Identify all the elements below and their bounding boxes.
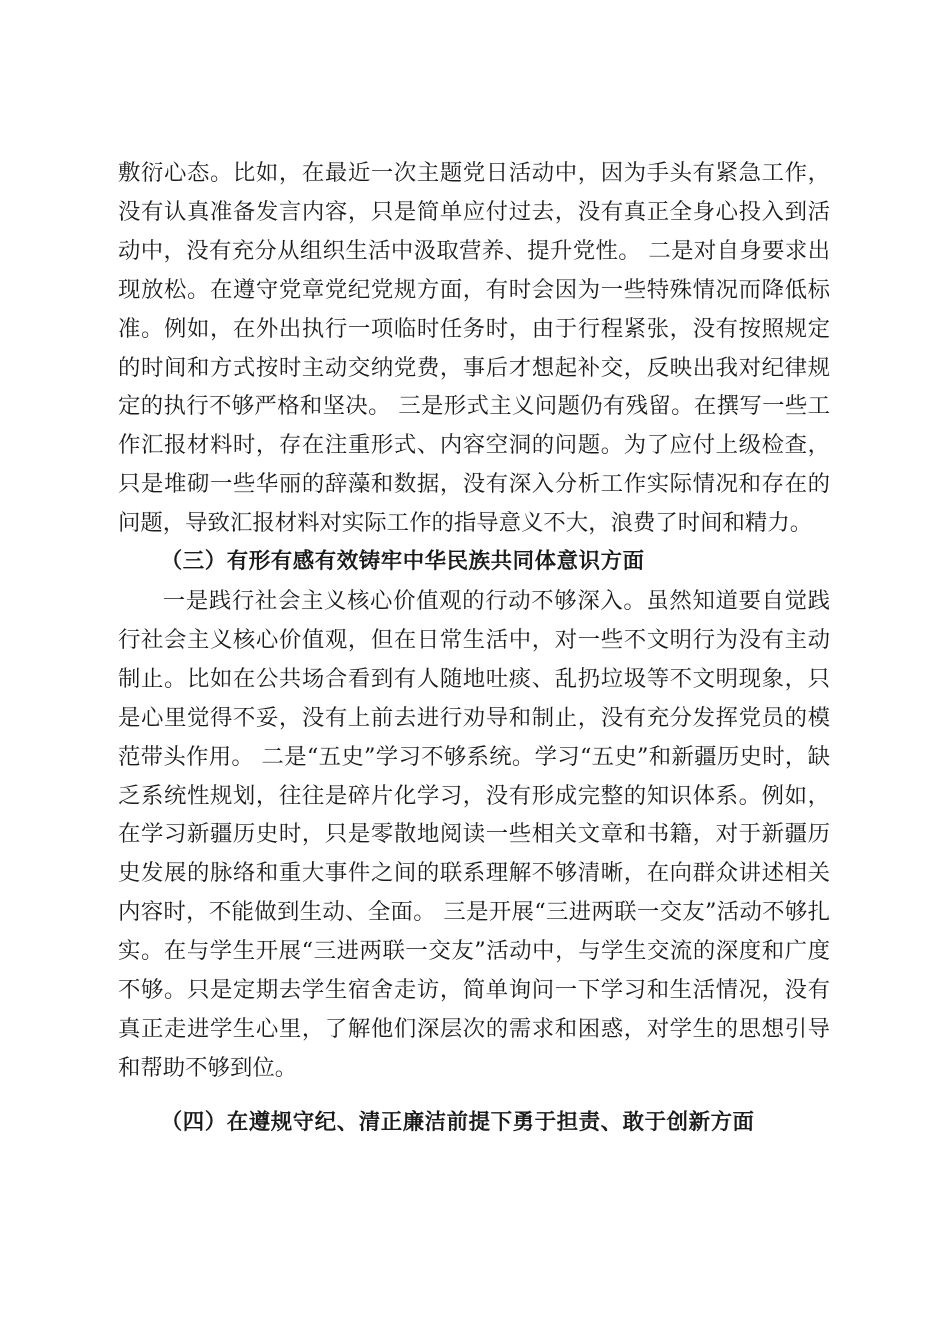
- section-heading-4: （四）在遵规守纪、清正廉洁前提下勇于担责、敢于创新方面: [160, 1109, 755, 1135]
- paragraph-continuation: 敷衍心态。比如，在最近一次主题党日活动中，因为手头有紧急工作，没有认真准备发言内容，只是简单应付过去，没有真正全身心投入到活动中，没有充分从组织生活中汲取营养、提升党性。 二是对自身要求出现放松。在遵守党章党纪党规方面，有时会因为一些特殊情况而降低标准。例如，在外出执行一项临时任务时，由于行程紧张，没有按照规定的时间和方式按时主动交纳党费，事后才想起补交，反映出我对纪律规定的执行不够严格和坚决。 三是形式主义问题仍有残留。在撰写一些工作汇报材料时，存在注重形式、内容空洞的问题。为了应付上级检查，只是堆砌一些华丽的辞藻和数据，没有深入分析工作实际情况和存在的问题，导致汇报材料对实际工作的指导意义不大，浪费了时间和精力。: [118, 160, 830, 537]
- paragraph-section-3: 一是践行社会主义核心价值观的行动不够深入。虽然知道要自觉践行社会主义核心价值观，但在日常生活中，对一些不文明行为没有主动制止。比如在公共场合看到有人随地吐痰、乱扔垃圾等不文明现象，只是心里觉得不妥，没有上前去进行劝导和制止，没有充分发挥党员的模范带头作用。 二是“五史”学习不够系统。学习“五史”和新疆历史时，缺乏系统性规划，往往是碎片化学习，没有形成完整的知识体系。例如，在学习新疆历史时，只是零散地阅读一些相关文章和书籍，对于新疆历史发展的脉络和重大事件之间的联系理解不够清晰，在向群众讲述相关内容时，不能做到生动、全面。 三是开展“三进两联一交友”活动不够扎实。在与学生开展“三进两联一交友”活动中，与学生交流的深度和广度不够。只是定期去学生宿舍走访，简单询问一下学习和生活情况，没有真正走进学生心里，了解他们深层次的需求和困惑，对学生的思想引导和帮助不够到位。: [118, 587, 830, 1081]
- document-body: [118, 154, 830, 1146]
- section-heading-3: （三）有形有感有效铸牢中华民族共同体意识方面: [160, 549, 645, 575]
